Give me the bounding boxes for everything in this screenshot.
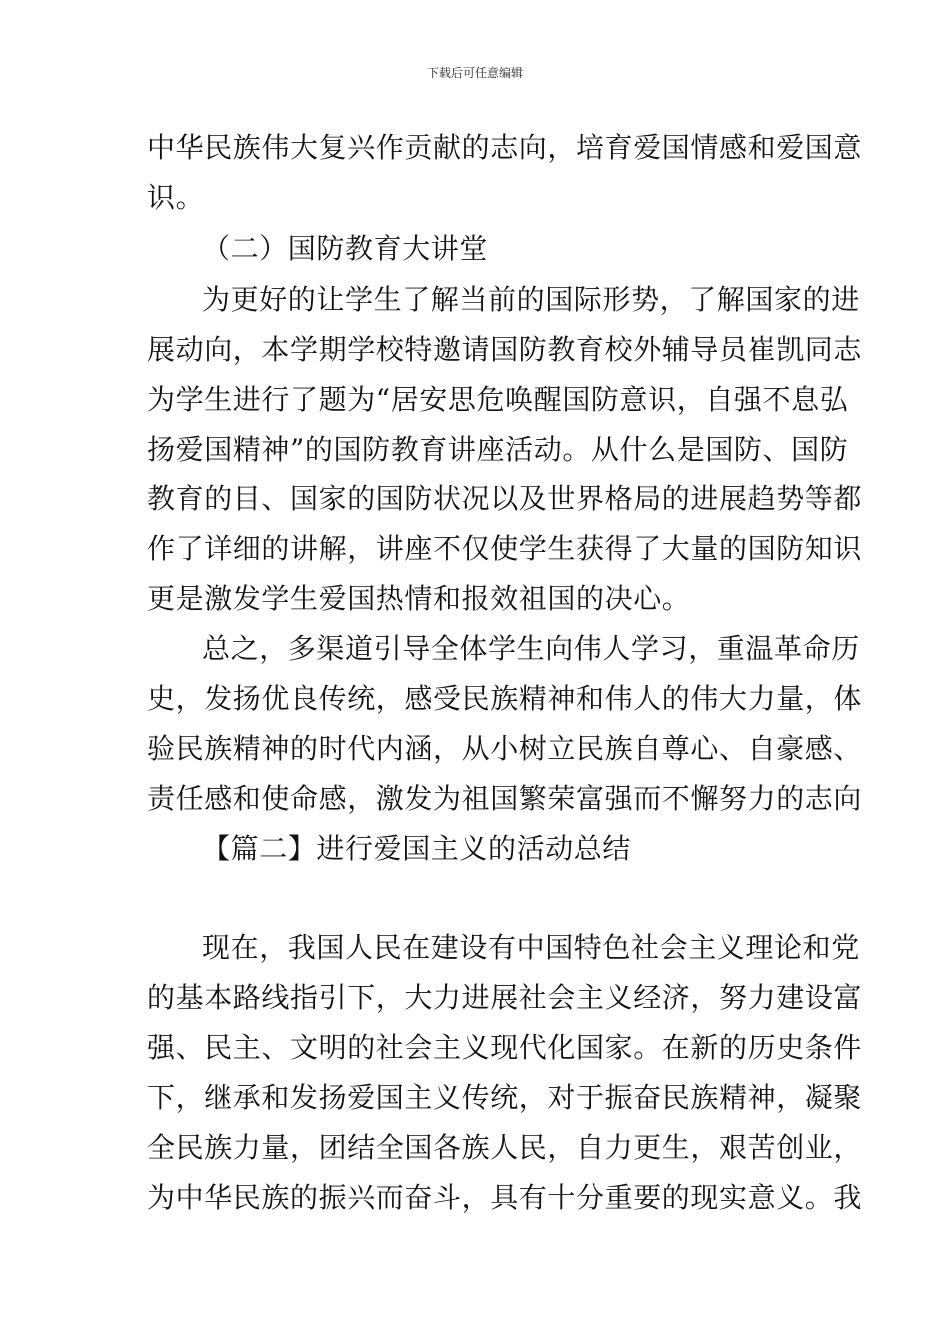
text-line: 为中华民族的振兴而奋斗，具有十分重要的现实意义。我 [147, 1181, 863, 1214]
text-line: 中华民族伟大复兴作贡献的志向，培育爱国情感和爱国意 [147, 131, 863, 164]
text-line: 教育的目、国家的国防状况以及世界格局的进展趋势等都 [147, 482, 863, 515]
text-line: 史，发扬优良传统，感受民族精神和伟人的伟大力量，体 [147, 682, 863, 715]
text-line: 为学生进行了题为“居安思危唤醒国防意识，自强不息弘 [147, 383, 849, 416]
page-header-note: 下载后可任意编辑 [426, 66, 523, 80]
text-line: 扬爱国精神”的国防教育讲座活动。从什么是国防、国防 [147, 433, 849, 466]
text-line: 责任感和使命感，激发为祖国繁荣富强而不懈努力的志向 [147, 782, 863, 815]
text-line: 识。 [147, 181, 205, 214]
text-line: 验民族精神的时代内涵，从小树立民族自尊心、自豪感、 [147, 732, 863, 765]
text-line: 作了详细的讲解，讲座不仅使学生获得了大量的国防知识 [147, 532, 863, 565]
text-line: 总之，多渠道引导全体学生向伟人学习，重温革命历 [202, 632, 860, 665]
text-line: 的基本路线指引下，大力进展社会主义经济，努力建设富 [147, 981, 863, 1014]
text-line: 展动向，本学期学校特邀请国防教育校外辅导员崔凯同志 [147, 333, 863, 366]
section-heading: （二）国防教育大讲堂 [202, 232, 489, 265]
text-line: 为更好的让学生了解当前的国际形势，了解国家的进 [202, 283, 860, 316]
text-line: 全民族力量，团结全国各族人民，自力更生，艰苦创业， [147, 1131, 863, 1164]
section-heading: 【篇二】进行爱国主义的活动总结 [202, 832, 632, 865]
text-line: 更是激发学生爱国热情和报效祖国的决心。 [147, 582, 691, 615]
text-line: 强、民主、文明的社会主义现代化国家。在新的历史条件 [147, 1031, 863, 1064]
text-line: 下，继承和发扬爱国主义传统，对于振奋民族精神，凝聚 [147, 1081, 863, 1114]
text-line: 现在，我国人民在建设有中国特色社会主义理论和党 [202, 931, 860, 964]
